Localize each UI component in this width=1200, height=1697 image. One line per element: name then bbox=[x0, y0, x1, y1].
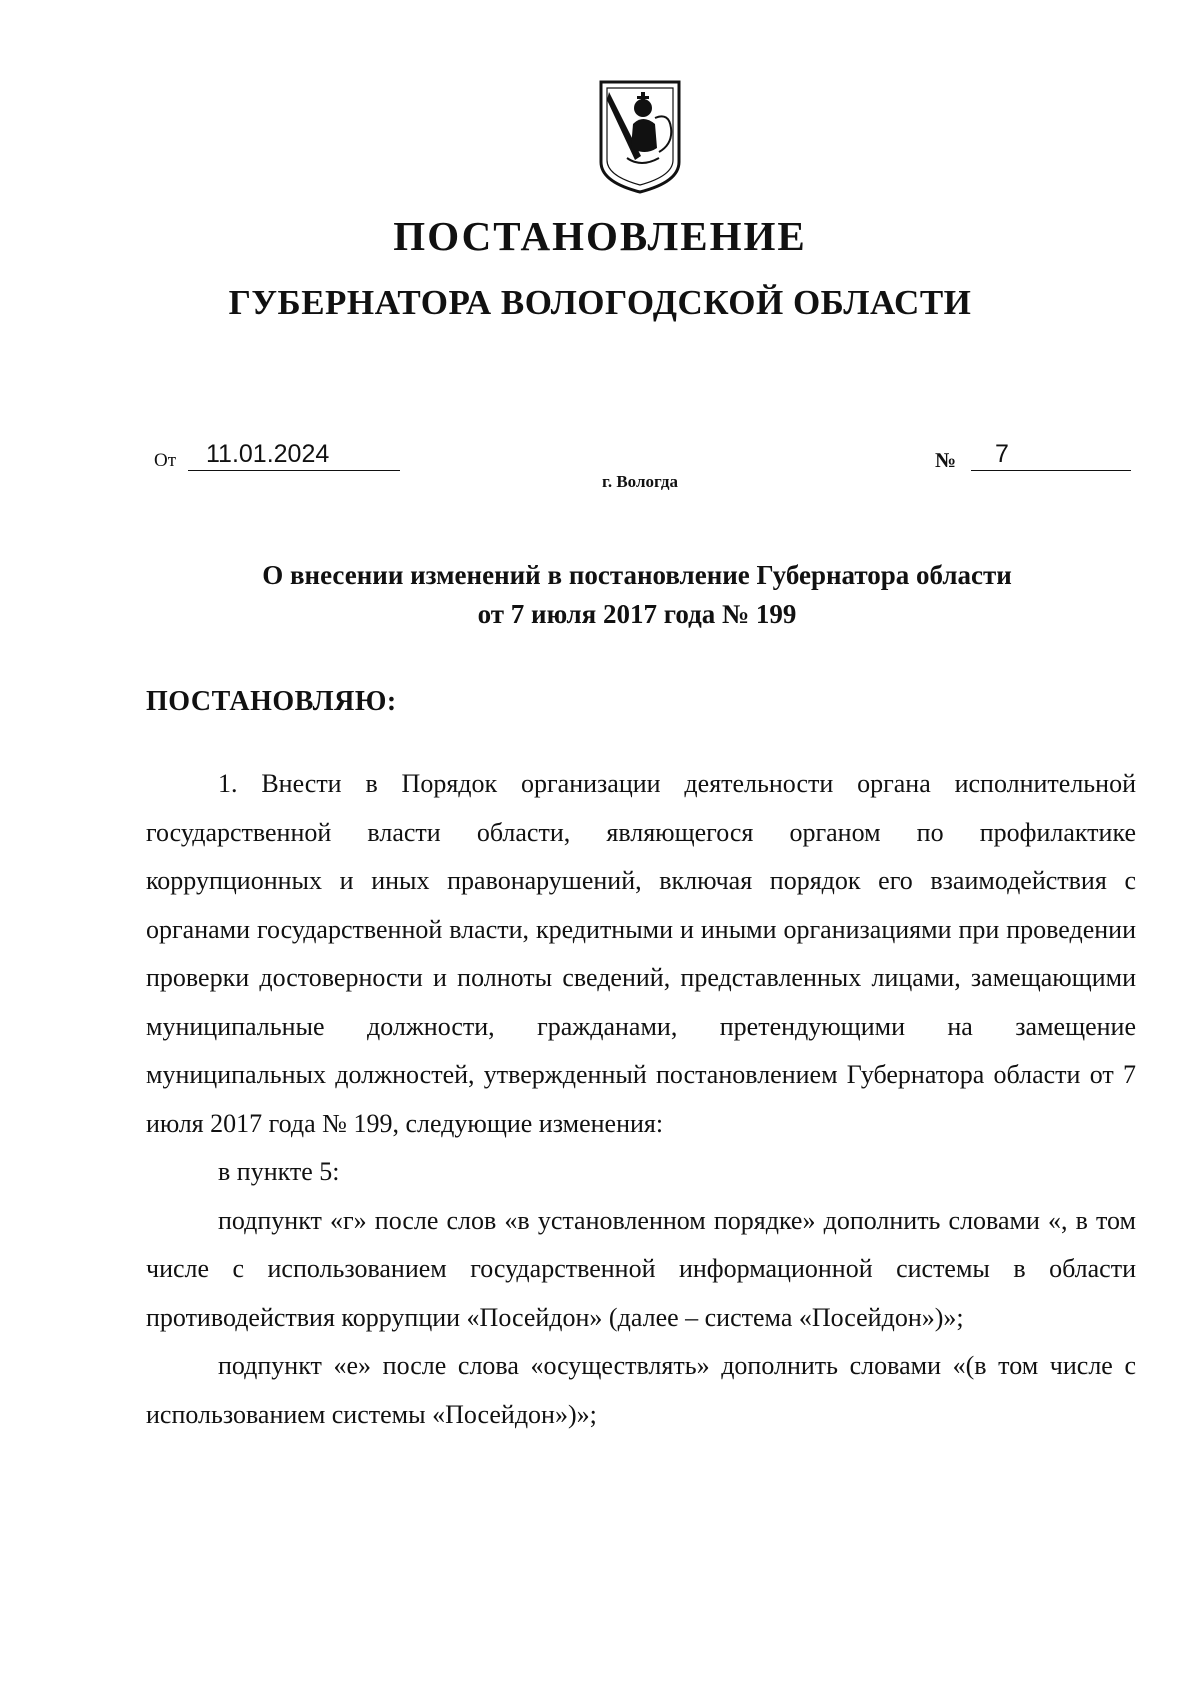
subject-line-2: от 7 июля 2017 года № 199 bbox=[477, 599, 797, 629]
document-date: 11.01.2024 bbox=[188, 438, 400, 471]
document-subject bbox=[0, 556, 1200, 634]
number-prefix: № bbox=[935, 448, 957, 472]
paragraph-4: подпункт «е» после слова «осуществлять» дополнить словами «(в том числе с использованием системы «Посейдон»)»; bbox=[146, 1351, 1136, 1429]
paragraph-2: в пункте 5: bbox=[218, 1157, 340, 1186]
coat-of-arms-icon bbox=[597, 78, 683, 196]
document-body bbox=[146, 760, 1136, 1439]
document-number: 7 bbox=[971, 438, 1131, 471]
decree-heading: ПОСТАНОВЛЯЮ: bbox=[146, 686, 397, 717]
paragraph-3: подпункт «г» после слов «в установленном порядке» дополнить словами «, в том числе с использованием государственной информационной системы в области противодействия коррупции «Посейдон» (далее – система «Посейдон»)»; bbox=[146, 1205, 1136, 1332]
paragraph-1: 1. Внести в Порядок организации деятельности органа исполнительной государственной власти области, являющегося органом по профилактике коррупционных и иных правонарушений, включая порядок его взаимодействия с органами государственной власти, кредитными и иными организациями при проведении проверки достоверности и полноты сведений, представленных лицами, замещающими муниципальные должности, гражданами, претендующими на замещение муниципальных должностей, утвержденный постановлением Губернатора области от 7 июля 2017 года № 199, следующие изменения: bbox=[146, 769, 1136, 1138]
document-title: ПОСТАНОВЛЕНИЕ bbox=[393, 213, 807, 259]
date-prefix: От bbox=[154, 450, 177, 471]
city-label: г. Вологда bbox=[602, 472, 678, 491]
document-issuer: ГУБЕРНАТОРА ВОЛОГОДСКОЙ ОБЛАСТИ bbox=[228, 283, 972, 322]
subject-line-1: О внесении изменений в постановление Губернатора области bbox=[262, 560, 1012, 590]
